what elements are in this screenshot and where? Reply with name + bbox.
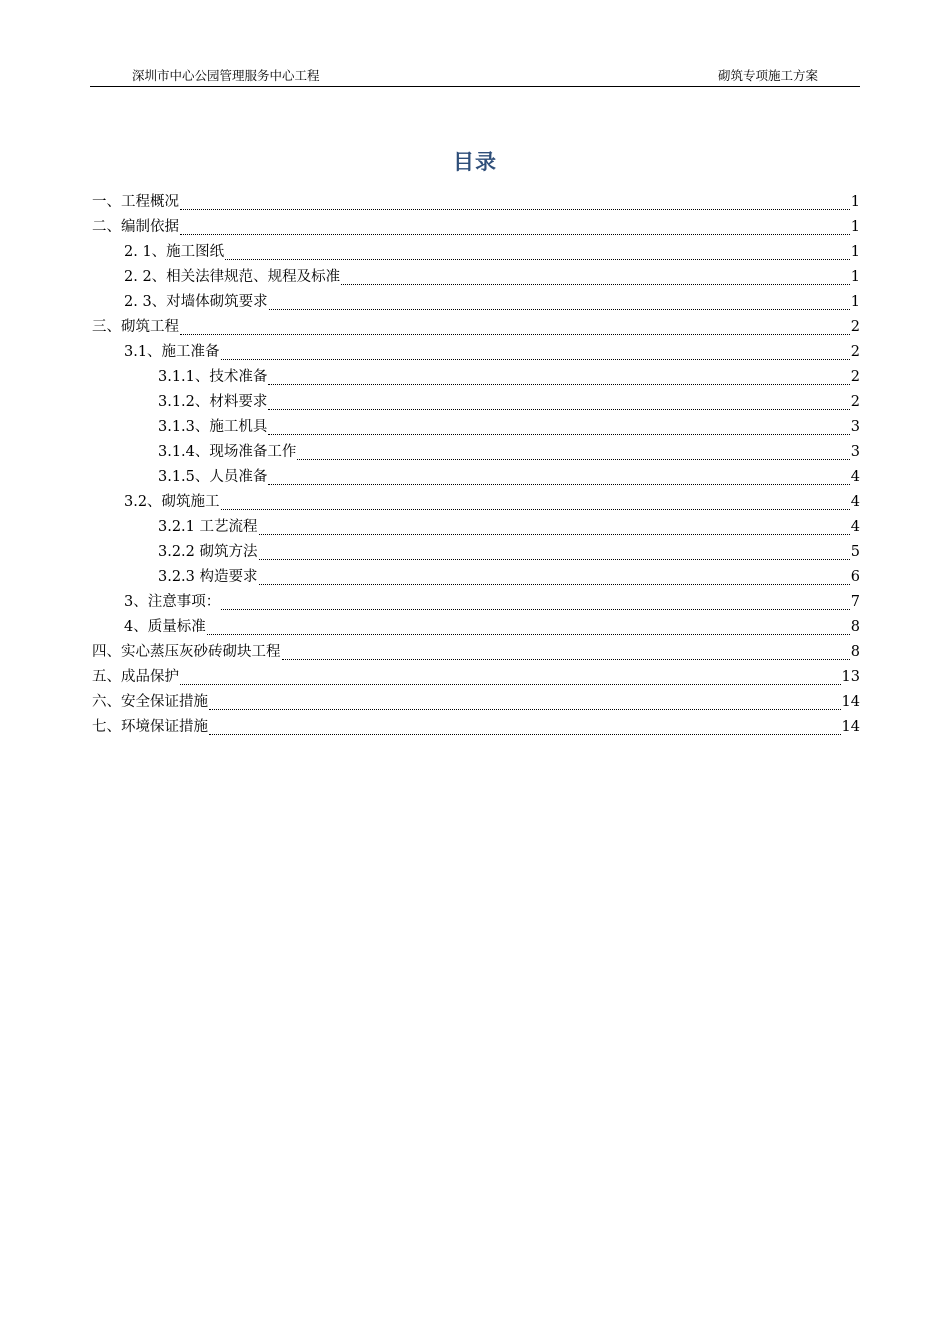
toc-entry-label: 一、工程概况	[92, 194, 179, 210]
toc-entry-label: 二、编制依据	[92, 219, 179, 235]
toc-entry-page: 6	[850, 569, 860, 585]
toc-entry-page: 1	[850, 269, 860, 285]
toc-entry-label: 3.1.5、人员准备	[158, 469, 268, 485]
toc-entry[interactable]	[92, 390, 860, 415]
toc-entry[interactable]	[92, 665, 860, 690]
toc-leader-dots	[225, 259, 850, 260]
toc-entry-page: 14	[841, 694, 860, 710]
toc-entry-page: 2	[850, 394, 860, 410]
toc-entry-label: 3.2.2 砌筑方法	[158, 544, 258, 560]
page-header	[90, 66, 860, 87]
toc-leader-dots	[207, 634, 850, 635]
toc-entry-page: 2	[850, 369, 860, 385]
toc-entry[interactable]	[92, 715, 860, 740]
toc-entry-page: 2	[850, 319, 860, 335]
toc-entry-page: 8	[850, 644, 860, 660]
toc-entry-label: 3.2.3 构造要求	[158, 569, 258, 585]
toc-entry[interactable]	[92, 315, 860, 340]
toc-leader-dots	[268, 409, 849, 410]
toc-leader-dots	[180, 209, 850, 210]
toc-leader-dots	[268, 484, 849, 485]
toc-leader-dots	[259, 584, 850, 585]
toc-entry-label: 2. 1、施工图纸	[124, 244, 225, 260]
toc-entry-label: 四、实心蒸压灰砂砖砌块工程	[92, 644, 281, 660]
toc-entry-label: 3、注意事项：	[124, 594, 221, 610]
toc-entry-label: 三、砌筑工程	[92, 319, 179, 335]
toc-entry-label: 2. 2、相关法律规范、规程及标准	[124, 269, 341, 285]
toc-entry-label: 五、成品保护	[92, 669, 179, 685]
toc-entry-label: 六、安全保证措施	[92, 694, 208, 710]
toc-entry-label: 3.1、施工准备	[124, 344, 220, 360]
toc-entry-label: 3.2.1 工艺流程	[158, 519, 258, 535]
toc-leader-dots	[297, 459, 849, 460]
toc-entry-page: 1	[850, 194, 860, 210]
toc-entry[interactable]	[92, 690, 860, 715]
toc-leader-dots	[180, 234, 850, 235]
toc-title: 目录	[453, 149, 497, 174]
toc-entry-page: 8	[850, 619, 860, 635]
toc-entry-label: 3.1.3、施工机具	[158, 419, 268, 435]
toc-entry-page: 4	[850, 469, 860, 485]
toc-leader-dots	[180, 334, 850, 335]
toc-entry[interactable]	[92, 415, 860, 440]
toc-leader-dots	[221, 609, 850, 610]
toc-entry-page: 1	[850, 219, 860, 235]
toc-entry[interactable]	[92, 240, 860, 265]
toc-entry[interactable]	[92, 365, 860, 390]
toc-entry[interactable]	[92, 540, 860, 565]
toc-entry[interactable]	[92, 565, 860, 590]
toc-leader-dots	[221, 509, 850, 510]
toc-entry[interactable]	[92, 465, 860, 490]
toc-leader-dots	[341, 284, 850, 285]
toc-entry-page: 4	[850, 494, 860, 510]
toc-entry[interactable]	[92, 265, 860, 290]
toc-entry-label: 4、质量标准	[124, 619, 206, 635]
toc-entry[interactable]	[92, 640, 860, 665]
toc-entry-label: 七、环境保证措施	[92, 719, 208, 735]
toc-entry-page: 3	[850, 419, 860, 435]
toc-entry-page: 2	[850, 344, 860, 360]
toc-entry[interactable]	[92, 440, 860, 465]
toc-entry[interactable]	[92, 490, 860, 515]
toc-entry-page: 14	[841, 719, 860, 735]
toc-entry-label: 2. 3、对墙体砌筑要求	[124, 294, 268, 310]
toc-leader-dots	[221, 359, 850, 360]
toc-leader-dots	[259, 559, 850, 560]
toc-leader-dots	[268, 384, 849, 385]
toc-entry-page: 13	[841, 669, 860, 685]
toc-leader-dots	[269, 309, 850, 310]
toc-entry[interactable]	[92, 340, 860, 365]
header-document-title: 砌筑专项施工方案	[717, 68, 818, 83]
toc-leader-dots	[282, 659, 850, 660]
toc-entry[interactable]	[92, 190, 860, 215]
toc-entry-page: 3	[850, 444, 860, 460]
toc-entry-page: 1	[850, 294, 860, 310]
toc-entry[interactable]	[92, 615, 860, 640]
toc-entry-label: 3.1.1、技术准备	[158, 369, 268, 385]
toc-entry[interactable]	[92, 590, 860, 615]
toc-leader-dots	[180, 684, 841, 685]
header-project-name: 深圳市中心公园管理服务中心工程	[132, 68, 320, 83]
toc-entry-label: 3.1.4、现场准备工作	[158, 444, 297, 460]
toc-leader-dots	[268, 434, 849, 435]
toc-leader-dots	[209, 709, 841, 710]
toc-leader-dots	[259, 534, 850, 535]
toc-entry-page: 1	[850, 244, 860, 260]
toc-entry[interactable]	[92, 215, 860, 240]
toc-entry-page: 4	[850, 519, 860, 535]
toc-entry[interactable]	[92, 515, 860, 540]
toc-entry-label: 3.1.2、材料要求	[158, 394, 268, 410]
toc-entry-page: 7	[850, 594, 860, 610]
toc-entry[interactable]	[92, 290, 860, 315]
toc-entry-page: 5	[850, 544, 860, 560]
toc-leader-dots	[209, 734, 841, 735]
toc-entry-label: 3.2、砌筑施工	[124, 494, 220, 510]
table-of-contents	[92, 190, 860, 740]
